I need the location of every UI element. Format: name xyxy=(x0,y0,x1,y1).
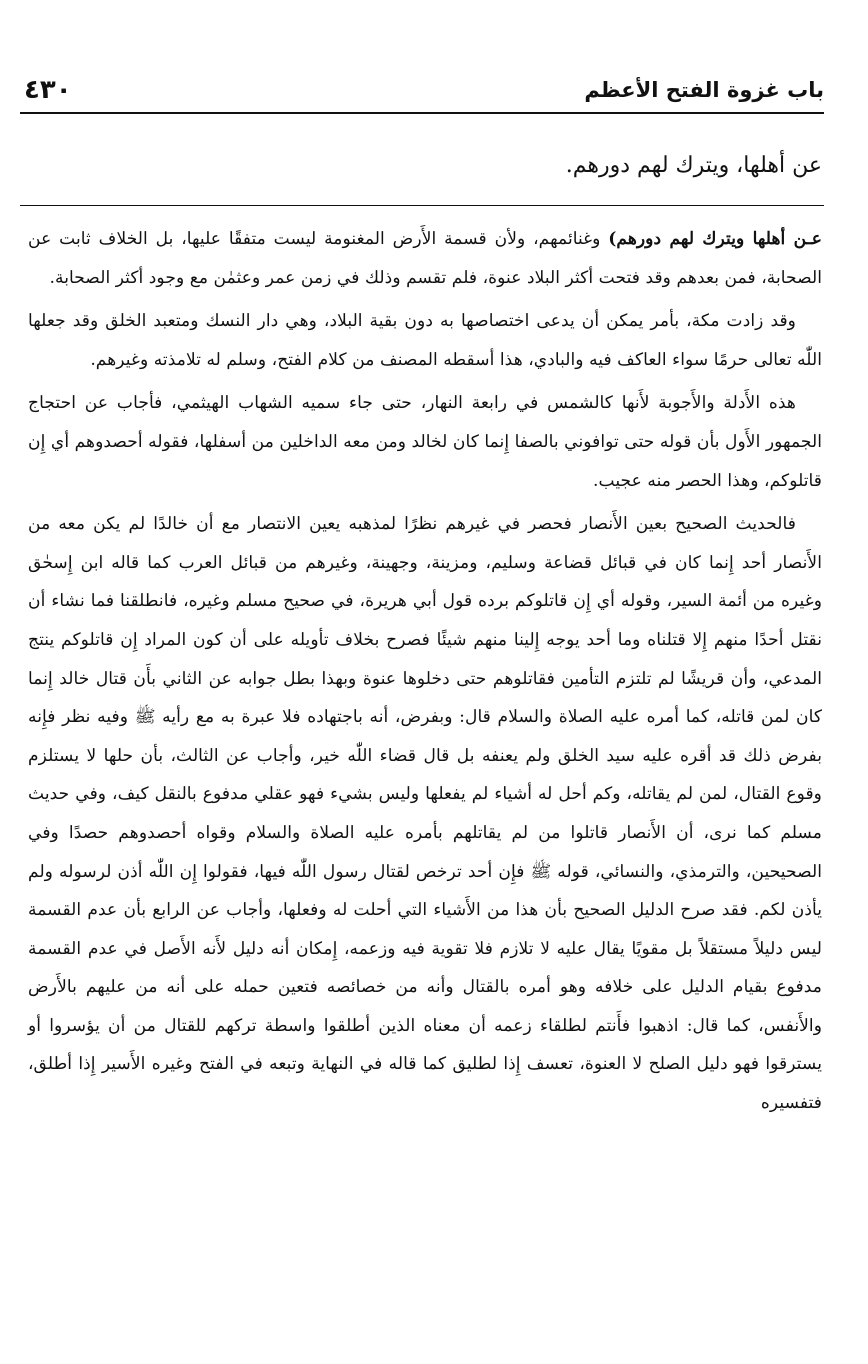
header-divider xyxy=(20,112,824,114)
commentary-body xyxy=(28,220,822,1123)
page-number: ٤٣٠ xyxy=(24,75,72,105)
commentary-text: وغنائمهم، ولأن قسمة الأَرض المغنومة ليست متفقًا عليها، بل الخلاف ثابت عن الصحابة، فمن بعدهم وقد فتحت أكثر البلاد عنوة، فلم تقسم وذلك في زمن عمر وعثمٰن مع وجود أكثر الصحابة. xyxy=(28,229,822,288)
commentary-paragraph: فالحديث الصحيح بعين الأَنصار فحصر في غيرهم نظرًا لمذهبه يعين الانتصار مع أن خالدًا لم يكن معه من الأَنصار أحد إِنما كان في قبائل قضاعة وسليم، ومزينة، وجهينة، وغيرهم من قبائل العرب كما قاله ابن إِسحٰق وغيره من أئمة السير، وقوله أي إِن قاتلوكم برده قول أبي هريرة، في صحيح مسلم وغيره، فانطلقنا فما نشاء أن نقتل أحدًا منهم إِلا قتلناه وما أحد يوجه إِلينا منهم شيئًا فصرح بخلاف تأويله على أن كون المراد إِن قاتلوكم ينتج المدعي، وأن قريشًا لم تلتزم التأمين فقاتلوهم حتى دخلوها عنوة وبهذا بطل جوابه عن الثاني بأَن قتال خالد إِنما كان لمن قاتله، كما أمره عليه الصلاة والسلام قال: وبفرض، أنه باجتهاده فلا عبرة به مع رأيه ﷺ وفيه نظر فإِنه بفرض ذلك قد أقره عليه سيد الخلق ولم يعنفه بل قال قضاء اللّٰه خير، وأجاب عن الثالث، بأن حلها لا يستلزم وقوع القتال، لمن لم يقاتله، وكم أحل له أشياء لم يفعلها وليس بشيء فهو عقلي مدفوع بالنقل كيف، وفي حديث مسلم كما نرى، أن الأَنصار قاتلوا من لم يقاتلهم بأمره عليه الصلاة والسلام وقواه أحصدوهم حصدًا وفي الصحيحين، والترمذي، والنسائي، قوله ﷺ فإِن أحد ترخص لقتال رسول اللّٰه فيها، فقولوا إِن اللّٰه أذن لرسوله ولم يأذن لكم. فقد صرح الدليل الصحيح بأن هذا من الأَشياء التي أحلت له وفعلها، وأجاب عن الرابع بأن عدم القسمة ليس دليلاً مستقلاً بل مقويًا يقال عليه لا تلازم فلا تقوية فيه وزعمه، إِمكان أنه دليل لأَنه الأَصل في عدم القسمة مدفوع بقيام الدليل على خلافه وهو أمره بالقتال وأنه من خصائصه فتعين حمله على أنه من عليهم بالأَرض والأَنفس، كما قال: اذهبوا فأَنتم لطلقاء زعمه أن معناه الذين أطلقوا واسطة تركهم للقتال من أن يؤسروا أو يسترقوا فهو دليل الصلح لا العنوة، تعسف إِذا لطليق كما قاله في النهاية وتبعه في الفتح وغيره الأَسير إِذا أطلق، فتفسيره xyxy=(28,514,822,1114)
matn-text: عن أهلها، ويترك لهم دورهم. xyxy=(565,153,822,178)
matn-divider xyxy=(20,205,824,206)
matn-quote: عـن أهلها ويترك لهم دورهم) xyxy=(608,229,823,249)
commentary-paragraph xyxy=(28,220,822,297)
page-header xyxy=(24,70,824,110)
chapter-title: باب غزوة الفتح الأعظم xyxy=(584,78,824,102)
commentary-paragraph: وقد زادت مكة، بأمر يمكن أن يدعى اختصاصها به دون بقية البلاد، وهي دار النسك ومتعبد الخلق وقد جعلها اللّٰه تعالى حرمًا سواء العاكف فيه والبادي، هذا أسقطه المصنف من كلام الفتح، وسلم له تلامذته وغيرهم. xyxy=(28,311,822,370)
commentary-paragraph: هذه الأَدلة والأَجوبة لأَنها كالشمس في رابعة النهار، حتى جاء سميه الشهاب الهيثمي، فأجاب عن احتجاج الجمهور الأَول بأن قوله حتى توافوني بالصفا إِنما كان لخالد ومن معه الداخلين من أسفلها، فقوله أحصدوهم أي إِن قاتلوكم، وهذا الحصر منه عجيب. xyxy=(28,393,822,491)
